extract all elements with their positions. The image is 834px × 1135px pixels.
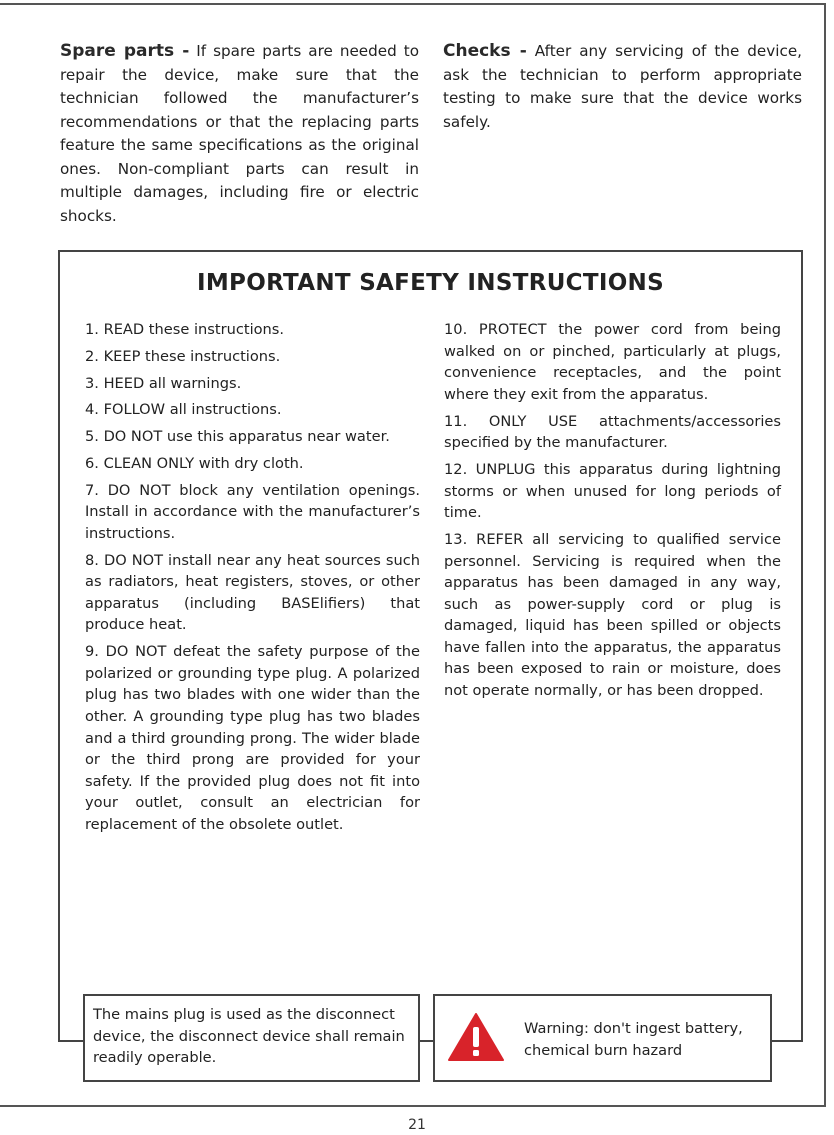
- mains-plug-note: [83, 994, 420, 1082]
- checks-heading: Checks -: [443, 41, 527, 61]
- battery-warning-box: [433, 994, 772, 1082]
- safety-item: 4. FOLLOW all instructions.: [85, 401, 282, 419]
- safety-item: 13. REFER all servicing to qualified service personnel. Servicing is required when the apparatus has been damaged in any way, such as power-supply cord or plug is damaged, liquid has been spilled or objects have fallen into the apparatus, the apparatus has been exposed to rain or moisture, does not operate normally, or has been dropped.: [444, 530, 781, 700]
- safety-item: 5. DO NOT use this apparatus near water.: [85, 428, 390, 446]
- safety-title: IMPORTANT SAFETY INSTRUCTIONS: [197, 270, 664, 296]
- safety-item: 3. HEED all warnings.: [85, 374, 242, 392]
- battery-warning-text: Warning: don't ingest battery, chemical burn hazard: [524, 1020, 743, 1059]
- safety-item: 6. CLEAN ONLY with dry cloth.: [85, 454, 304, 472]
- safety-item: 1. READ these instructions.: [85, 321, 285, 338]
- safety-item: 11. ONLY USE attachments/accessories specified by the manufacturer.: [444, 412, 781, 452]
- safety-item: 7. DO NOT block any ventilation openings. Install in accordance with the manufacturer’s instructions.: [85, 481, 420, 542]
- page-number: 21: [408, 1117, 426, 1133]
- safety-instructions-box: [58, 250, 803, 1042]
- safety-item: 10. PROTECT the power cord from being walked on or pinched, particularly at plugs, convenience receptacles, and the point where they exit from the apparatus.: [444, 321, 781, 403]
- safety-item: 9. DO NOT defeat the safety purpose of the polarized or grounding type plug. A polarized plug has two blades with one wider than the other. A grounding type plug has two blades and a third grounding prong. The wider blade or the third prong are provided for your safety. If the provided plug does not fit into your outlet, consult an electrician for replacement of the obsolete outlet.: [85, 643, 420, 833]
- checks-text: After any servicing of the device, ask the technician to perform appropriate testing to make sure that the device works safely.: [443, 42, 803, 131]
- safety-item: 12. UNPLUG this apparatus during lightning storms or when unused for long periods of time.: [444, 460, 781, 522]
- spare-parts-heading: Spare parts -: [60, 41, 190, 61]
- warning-triangle-icon: [447, 1012, 505, 1062]
- safety-item: 2. KEEP these instructions.: [85, 347, 281, 365]
- mains-plug-note-text: The mains plug is used as the disconnect device, the disconnect device shall remain readily operable.: [93, 1006, 405, 1066]
- safety-right-column: [444, 319, 781, 707]
- checks-section: [443, 40, 802, 134]
- safety-left-column: [85, 319, 420, 841]
- spare-parts-text: If spare parts are needed to repair the device, make sure that the technician followed the manufacturer’s recommendations or that the replacing parts feature the same specifications as the original ones. Non-compliant parts can result in multiple damages, including fire or electric shocks.: [60, 42, 420, 225]
- safety-item: 8. DO NOT install near any heat sources such as radiators, heat registers, stoves, or other apparatus (including BASElifiers) that produce heat.: [85, 551, 420, 634]
- spare-parts-section: [60, 40, 419, 228]
